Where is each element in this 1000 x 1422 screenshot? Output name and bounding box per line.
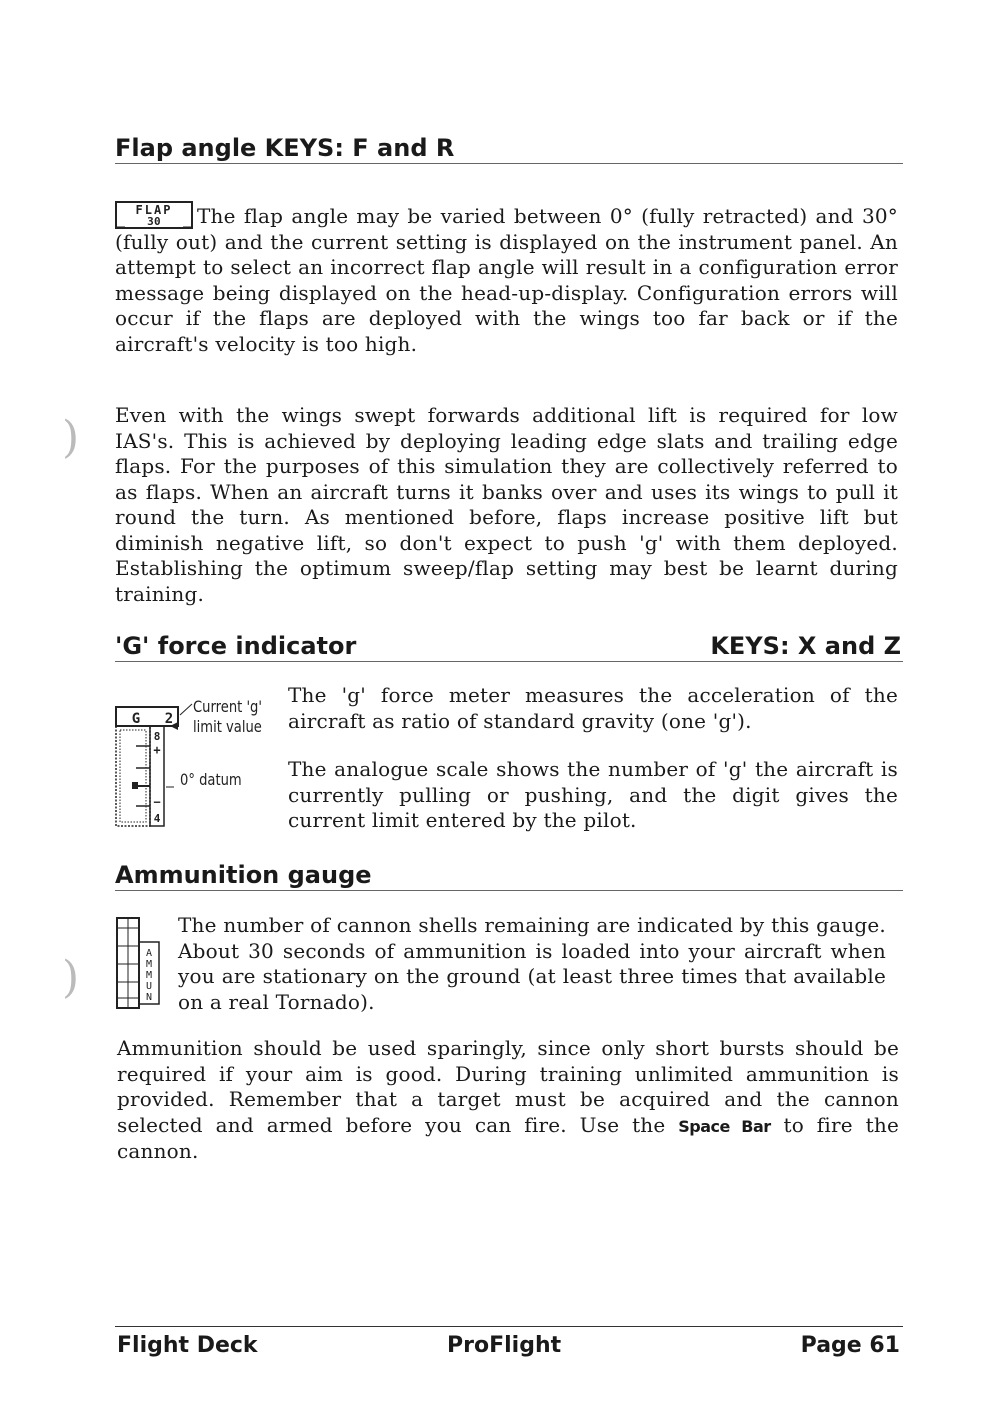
ammo-gauge-letter-2: M — [145, 959, 153, 970]
ammunition-paragraph-1 — [178, 913, 886, 1015]
flap-angle-heading-text: Flap angle KEYS: F and R — [115, 134, 455, 162]
g-force-meter-diagram — [114, 696, 194, 830]
ammunition-paragraph-1-text: The number of cannon shells remaining are indicated by this gauge. About 30 seconds of ammunition is loaded into your aircraft when you are stationary on the ground (at least three times that available on a real Tornado). — [178, 913, 886, 1014]
flap-indicator-icon — [115, 201, 193, 229]
ammo-gauge-letter-4: U — [145, 981, 153, 992]
g-force-keys: KEYS: X and Z — [710, 632, 901, 660]
g-force-paragraph-1-text: The 'g' force meter measures the acceleration of the aircraft as ratio of standard gravity (one 'g'). — [288, 683, 898, 733]
annotation-zero-datum — [180, 770, 242, 790]
margin-mark-top: ) — [62, 412, 80, 463]
footer-rule — [115, 1326, 903, 1327]
flap-paragraph-1 — [115, 201, 898, 357]
flap-indicator-value: 30 — [147, 215, 161, 228]
ammunition-paragraph-2-end: to fire the cannon. — [117, 1112, 900, 1163]
g-force-heading-text: 'G' force indicator — [115, 632, 357, 660]
g-force-paragraph-2 — [288, 757, 898, 834]
footer-center: ProFlight — [447, 1333, 562, 1358]
ammo-gauge-letter-3: M — [145, 970, 153, 981]
ammunition-heading — [115, 861, 903, 891]
g-meter-scale-top: 8 — [153, 730, 161, 743]
annotation-zero-datum-text: 0° datum — [180, 770, 242, 789]
annotation-current-g — [193, 697, 262, 737]
flap-paragraph-2-text: Even with the wings swept forwards additional lift is required for low IAS's. This is achieved by deploying leading edge slats and trailing edge flaps. For the purposes of this simulation they are collectively referred to as flaps. When an aircraft turns it banks over and uses its wings to pull it round the turn. As mentioned before, flaps increase positive lift but diminish negative lift, so don't expect to push 'g' with them deployed. Establishing the optimum sweep/flap setting may best be learnt during training. — [115, 403, 898, 606]
g-meter-label: G — [131, 711, 141, 727]
g-force-paragraph-2-text: The analogue scale shows the number of 'g' the aircraft is currently pulling or pushing, and the digit gives the current limit entered by the pilot. — [288, 757, 898, 832]
flap-angle-heading — [115, 134, 903, 164]
margin-mark-bottom: ) — [62, 952, 80, 1003]
ammo-gauge-letter-5: N — [145, 992, 153, 1003]
flap-paragraph-1-text: The flap angle may be varied between 0° (fully retracted) and 30° (fully out) and the current setting is displayed on the instrument panel. An attempt to select an incorrect flap angle will result in a configuration error message being displayed on the head-up-display. Configuration errors will occur if the flaps are deployed with the wings too far back or if the aircraft's velocity is too high. — [115, 204, 898, 356]
annotation-current-g-line1: Current 'g' — [193, 697, 262, 716]
flap-indicator-label: FLAP — [135, 203, 173, 217]
g-meter-scale-plus: + — [153, 743, 161, 757]
g-force-heading — [115, 632, 903, 662]
ammunition-gauge-icon — [116, 916, 162, 1010]
ammo-gauge-letter-1: A — [145, 948, 153, 959]
g-meter-scale-minus: − — [153, 795, 161, 809]
footer-left: Flight Deck — [117, 1333, 258, 1358]
space-bar-key: Space Bar — [678, 1116, 771, 1136]
g-meter-scale-bottom: 4 — [153, 812, 161, 825]
footer-page-number: Page 61 — [800, 1333, 900, 1358]
g-meter-limit-value: 2 — [164, 711, 174, 727]
flap-paragraph-2 — [115, 403, 898, 607]
ammunition-paragraph-2-start: Ammunition should be used sparingly, since only short bursts should be required if your aim is good. During training unlimited ammunition is provided. Remember that a target must be acquired and the cannon selected and armed before you can fire. Use the — [117, 1036, 899, 1137]
annotation-current-g-line2: limit value — [193, 717, 262, 736]
ammunition-heading-text: Ammunition gauge — [115, 861, 372, 889]
ammunition-paragraph-2 — [117, 1036, 899, 1165]
g-force-paragraph-1 — [288, 683, 898, 734]
